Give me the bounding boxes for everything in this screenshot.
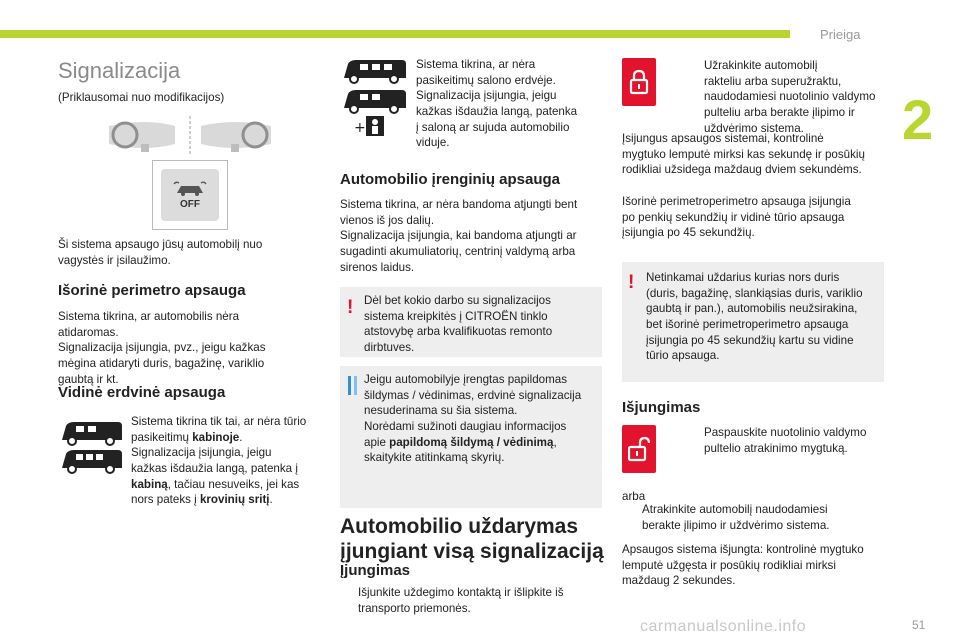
locking-subheading: Įjungimas (340, 562, 411, 579)
header-accent-bar (0, 30, 790, 38)
info-note-text: Jeigu automobilyje įrengtas papildomas šildymas / vėdinimas, erdvinė signalizacija nesuderinama su šia sistema. Norėdami sužinoti daugiau informacijos apie papildomą šildymą / vėdinimą, skaitykite atitinkamą skyrių. (364, 373, 582, 465)
unlock-alt-text: Atrakinkite automobilį naudodamiesi berakte įlipimo ir uždvėrimo sistema. (642, 503, 830, 532)
chapter-number: 2 (902, 88, 934, 151)
car-alarm-icon (173, 181, 207, 197)
device-heading: Automobilio įrenginių apsauga (340, 171, 561, 188)
device-text: Sistema tikrina, ar nėra bandoma atjungti bent vienos iš jos dalių. Signalizacija įsijungia, kai bandoma atjungti ar sugadinti akumuliatorių, centrinį valdymą arba sirenos laidus. (340, 198, 578, 274)
info-icon (348, 376, 357, 395)
locking-heading: Automobilio uždarymas įjungiant visą signalizaciją (340, 515, 604, 564)
padlock-closed-icon (629, 69, 649, 95)
interior-heading: Vidinė erdvinė apsauga (58, 384, 226, 401)
warning-icon: ! (347, 297, 354, 318)
vehicle-interior-icons (340, 58, 410, 138)
padlock-open-icon (628, 436, 650, 462)
alarm-button-frame (152, 160, 228, 230)
lock-step-text: Užrakinkite automobilį rakteliu arba superužraktu, naudodamiesi nuotolinio valdymo pulteliu arba berakte įlipimo ir uždvėrimo sistema. (704, 59, 876, 135)
page-title: Signalizacija (58, 58, 181, 83)
interior-text: Sistema tikrina tik tai, ar nėra tūrio pasikeitimų kabinoje. Signalizacija įsijungia, jeigu kažkas išdaužia langą, patenka į kabiną, tačiau nesuveiks, jei kas nors pateks į krovinių sritį. (131, 415, 307, 507)
locking-step-text: Išjunkite uždegimo kontaktą ir išlipkite iš transporto priemonės. (358, 586, 564, 615)
warning-note-text: Dėl bet kokio darbo su signalizacijos sistema kreipkitės į CITROËN tinklo atstovybę arba kvalifikuotas remonto dirbtuves. (364, 294, 553, 354)
unlock-step-text: Paspauskite nuotolinio valdymo pultelio atrakinimo mygtuką. (704, 426, 867, 455)
dashboard-illustration (105, 114, 275, 158)
alarm-off-button[interactable] (161, 169, 219, 221)
page-subtitle: (Priklausomai nuo modifikacijos) (58, 91, 225, 104)
section-label: Prieiga (820, 27, 861, 42)
disarm-result-text: Apsaugos sistema išjungta: kontrolinė mygtuko lemputė užgęsta ir posūkių rodikliai mirksi maždaug 2 sekundes. (622, 543, 864, 588)
alarm-button-label: OFF (180, 198, 200, 210)
lock-button-tile[interactable] (622, 58, 656, 106)
disarm-heading: Išjungimas (622, 399, 701, 416)
vehicle-interior-text: Sistema tikrina, ar nėra pasikeitimų salono erdvėje. Signalizacija įsijungia, jeigu kažkas išdaužia langą, patenka į saloną ar sujuda automobilio viduje. (416, 58, 578, 150)
exterior-text: Sistema tikrina, ar automobilis nėra atidaromas. Signalizacija įsijungia, pvz., jeigu kažkas mėgina atidaryti duris, bagažinę, variklio gaubtą ir kt. (58, 310, 266, 386)
unlock-button-tile[interactable] (622, 425, 656, 473)
page-number: 51 (912, 618, 926, 632)
info-note (340, 366, 602, 508)
svg-text:+: + (354, 120, 366, 136)
door-warning-note (622, 262, 884, 382)
warning-icon: ! (628, 272, 635, 293)
exterior-heading: Išorinė perimetro apsauga (58, 282, 246, 299)
or-text: arba (622, 490, 646, 503)
door-warning-text: Netinkamai uždarius kurias nors duris (duris, bagažinę, slankiąsias duris, variklio gaubtą ir pan.), automobilis neužsirakina, bet išorinė perimetroperimetro apsauga įsijungia po 45 sekundžių kartu su vidine tūrio apsauga. (646, 271, 863, 363)
lock-result-text: Įsijungus apsaugos sistemai, kontrolinė mygtuko lemputė mirksi kas sekundę ir posūkių rodikliai užsidega maždaug dviem sekundėms. (622, 132, 865, 177)
watermark: carmanualsonline.info (640, 618, 807, 635)
van-cabin-icon (58, 418, 124, 476)
intro-text: Ši sistema apsaugo jūsų automobilį nuo vagystės ir įsilaužimo. (58, 238, 263, 267)
warning-note (340, 287, 602, 357)
perimeter-delay-text: Išorinė perimetroperimetro apsauga įsijungia po penkių sekundžių ir vidinė tūrio apsauga įsijungia po 45 sekundžių. (622, 195, 851, 240)
